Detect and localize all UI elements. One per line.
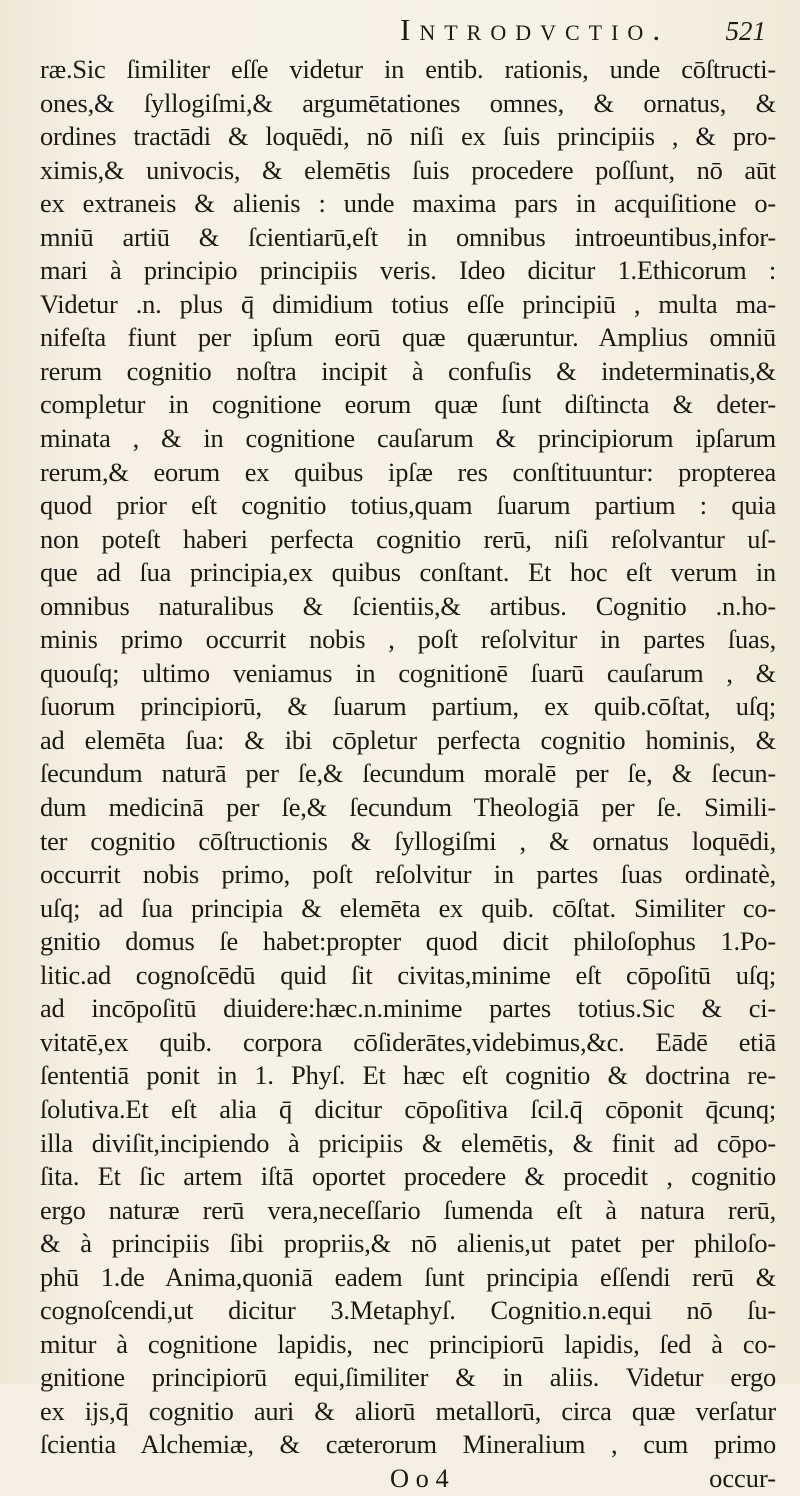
text-line: mniū artiū & ſcientiarū,eſt in omnibus introeuntibus,infor- <box>40 221 776 252</box>
text-line: cognoſcendi,ut dicitur 3.Metaphyſ. Cognitio.n.equi nō ſu- <box>40 1295 776 1326</box>
signature-mark: O o 4 <box>390 1462 449 1493</box>
text-line: ad incōpoſitū diuidere:hæc.n.minime partes totius.Sic & ci- <box>40 993 776 1024</box>
text-line: ximis,& univocis, & elemētis ſuis procedere poſſunt, nō aūt <box>40 154 776 185</box>
text-line: ſuorum principiorū, & ſuarum partium, ex quib.cōſtat, uſq; <box>40 691 776 722</box>
text-line: nifeſta fiunt per ipſum eorū quæ quæruntur. Amplius omniū <box>40 322 776 353</box>
text-line: completur in cognitione eorum quæ ſunt diſtincta & deter- <box>40 389 776 420</box>
text-line: occurrit nobis primo, poſt reſolvitur in partes ſuas ordinatè, <box>40 859 776 890</box>
text-line: quouſq; ultimo veniamus in cognitionē ſuarū cauſarum , & <box>40 657 776 688</box>
text-line: ſolutiva.Et eſt alia q̄ dicitur cōpoſitiva ſcil.q̄ cōponit q̄cunq; <box>40 1093 776 1124</box>
text-line: uſq; ad ſua principia & elemēta ex quib. cōſtat. Similiter co- <box>40 892 776 923</box>
text-line: minata , & in cognitione cauſarum & principiorum ipſarum <box>40 423 776 454</box>
text-line: ex extraneis & alienis : unde maxima pars in acquiſitione o- <box>40 188 776 219</box>
text-line: ræ.Sic ſimiliter eſſe videtur in entib. rationis, unde cōſtructi- <box>40 54 776 84</box>
text-line: gnitio domus ſe habet:propter quod dicit philoſophus 1.Po- <box>40 926 776 957</box>
text-line: dum medicinā per ſe,& ſecundum Theologiā per ſe. Simili- <box>40 792 776 823</box>
body-text <box>40 53 776 1496</box>
text-line: mitur à cognitione lapidis, nec principiorū lapidis, ſed à co- <box>40 1328 776 1359</box>
text-line: rerum cognitio noſtra incipit à confuſis & indeterminatis,& <box>40 355 776 386</box>
text-line: que ad ſua principia,ex quibus conſtant. Et hoc eſt verum in <box>40 557 776 588</box>
text-line: ordines tractādi & loquēdi, nō niſi ex ſuis principiis , & pro- <box>40 121 776 152</box>
text-line: non poteſt haberi perfecta cognitio rerū, niſi reſolvantur uſ- <box>40 523 776 554</box>
text-line: illa diviſit,incipiendo à pricipiis & elemētis, & finit ad cōpo- <box>40 1127 776 1158</box>
text-line: ones,& ſyllogiſmi,& argumētationes omnes, & ornatus, & <box>40 87 776 118</box>
text-line: litic.ad cognoſcēdū quid ſit civitas,minime eſt cōpoſitū uſq; <box>40 959 776 990</box>
text-line: mari à principio principiis veris. Ideo dicitur 1.Ethicorum : <box>40 255 776 286</box>
text-line: ſita. Et ſic artem iſtā oportet procedere & procedit , cognitio <box>40 1161 776 1192</box>
text-line: minis primo occurrit nobis , poſt reſolvitur in partes ſuas, <box>40 624 776 655</box>
text-line: ex ijs,q̄ cognitio auri & aliorū metallorū, circa quæ verſatur <box>40 1395 776 1426</box>
text-line: ſententiā ponit in 1. Phyſ. Et hæc eſt cognitio & doctrina re- <box>40 1060 776 1091</box>
text-line: gnitione principiorū equi,ſimiliter & in aliis. Videtur ergo <box>40 1362 776 1393</box>
page-footer <box>40 1462 776 1496</box>
text-line: ter cognitio cōſtructionis & ſyllogiſmi , & ornatus loquēdi, <box>40 825 776 856</box>
text-line: vitatē,ex quib. corpora cōſiderātes,videbimus,&c. Eādē etiā <box>40 1026 776 1057</box>
text-line: quod prior eſt cognitio totius,quam ſuarum partium : quia <box>40 490 776 521</box>
text-line: phū 1.de Anima,quoniā eadem ſunt principia eſſendi rerū & <box>40 1261 776 1292</box>
page-number: 521 <box>725 16 766 46</box>
text-line: & à principiis ſibi propriis,& nō alienis,ut patet per philoſo- <box>40 1228 776 1259</box>
text-line: ſecundum naturā per ſe,& ſecundum moralē per ſe, & ſecun- <box>40 758 776 789</box>
text-line: ad elemēta ſua: & ibi cōpletur perfecta cognitio hominis, & <box>40 724 776 755</box>
text-line: ergo naturæ rerū vera,neceſſario ſumenda eſt à natura rerū, <box>40 1194 776 1225</box>
catchword: occur- <box>709 1462 776 1493</box>
text-line: omnibus naturalibus & ſcientiis,& artibus. Cognitio .n.ho- <box>40 590 776 621</box>
text-line: Videtur .n. plus q̄ dimidium totius eſſe principiū , multa ma- <box>40 288 776 319</box>
running-title: Introdvctio. <box>400 12 670 47</box>
text-line: ſcientia Alchemiæ, & cæterorum Mineralium , cum primo <box>40 1429 776 1460</box>
text-line: rerum,& eorum ex quibus ipſæ res conſtituuntur: propterea <box>40 456 776 487</box>
